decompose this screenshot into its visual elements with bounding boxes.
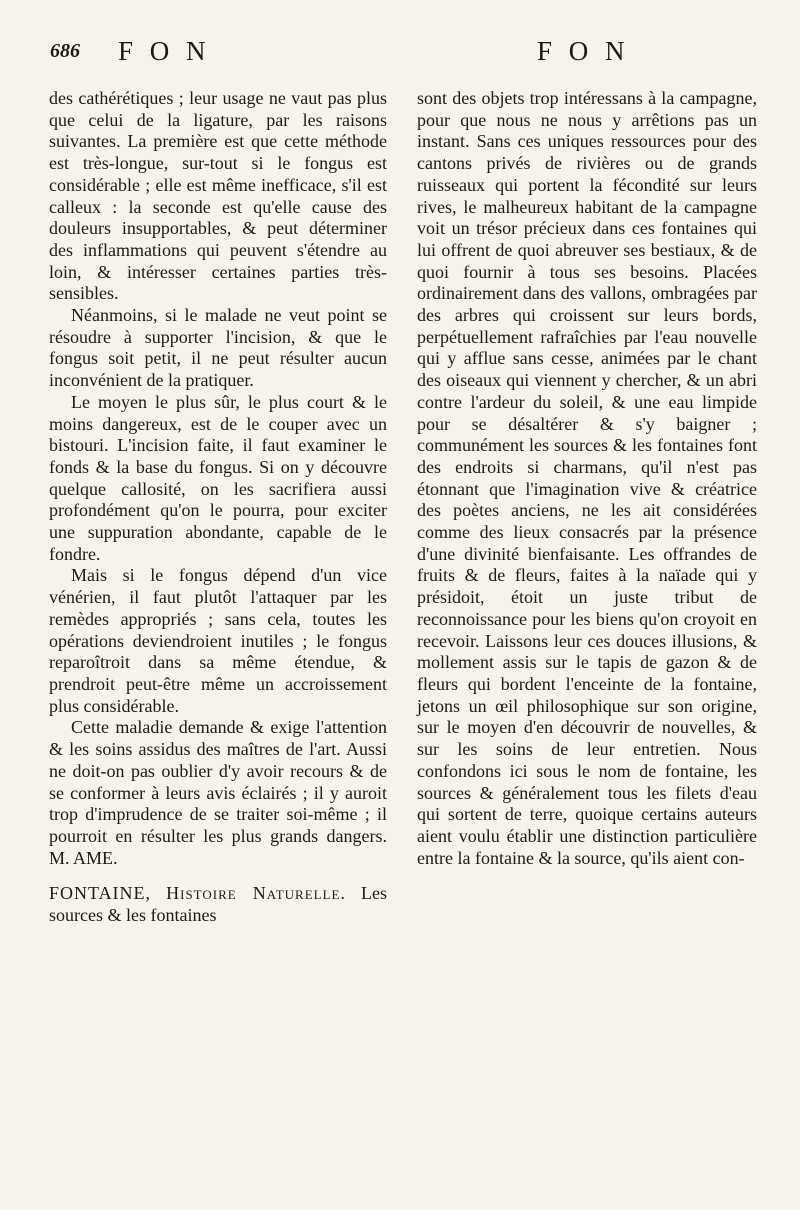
page-header: [0, 36, 800, 80]
paragraph: des cathérétiques ; leur usage ne vaut pas plus que celui de la ligature, par les raisons suivantes. La première est que cette méthode est très-longue, sur-tout si le fongus est considérable ; elle est même inefficace, s'il est calleux : la seconde est qu'elle cause des douleurs insupportables, & peut déterminer des inflammations qui peuvent s'étendre au loin, & intéresser certaines parties très-sensibles.: [49, 88, 387, 304]
right-column: [417, 88, 757, 869]
entry-label: Histoire Naturelle.: [166, 883, 346, 904]
dictionary-entry: [49, 883, 387, 926]
running-head-left: F O N: [118, 36, 211, 66]
entry-text: Les sources & les fontaines: [49, 883, 388, 926]
running-head-right: F O N: [537, 36, 630, 66]
left-column: [49, 88, 387, 927]
paragraph: sont des objets trop intéressans à la campagne, pour que nous ne nous y arrêtions pas un instant. Sans ces uniques ressources pour des cantons privés de rivières ou de grands ruisseaux qui portent la fécondité sur leurs rives, le malheureux habitant de la campagne voit un trésor précieux dans ces fontaines qui lui offrent de quoi abreuver ses bestiaux, & de quoi fournir à tous ses besoins. Placées ordinairement dans des vallons, ombragées par des arbres qui croissent sur leurs bords, perpétuellement rafraîchies par l'eau nouvelle qui y afflue sans cesse, animées par le chant des oiseaux qui viennent y chercher, & un abri contre l'ardeur du soleil, & une eau limpide pour se désaltérer & s'y baigner ; communément les sources & les fontaines font des endroits si charmans, qu'il n'est pas étonnant que l'imagination vive & créatrice des poètes anciens, ne les ait considérées comme des lieux consacrés par la présence d'une divinité bienfaisante. Les offrandes de fruits & de fleurs, faites à la naïade qui y présidoit, étoit un juste tribut de reconnoissance pour les biens qu'on croyoit en recevoir. Laissons leur ces douces illusions, & mollement assis sur le tapis de gazon & de fleurs qui bordent l'enceinte de la fontaine, jetons un œil philosophique sur son origine, sur le moyen d'en découvrir de nouvelles, & sur les soins de leur entretien. Nous confondons ici sous le nom de fontaine, les sources & généralement tous les filets d'eau qui sortent de terre, quoique certains auteurs aient voulu établir une distinction particulière entre la fontaine & la source, qu'ils aient con-: [417, 88, 757, 868]
paragraph: Néanmoins, si le malade ne veut point se résoudre à supporter l'incision, & que le fongus soit petit, il ne peut résulter aucun inconvénient de la pratiquer.: [49, 305, 387, 391]
entry-headword: FONTAINE,: [49, 883, 152, 904]
paragraph: Cette maladie demande & exige l'attention & les soins assidus des maîtres de l'art. Aussi ne doit-on pas oublier d'y avoir recours & de se conformer à leurs avis éclairés ; il y auroit trop d'imprudence de se traiter soi-même ; il pourroit en résulter les plus grands dangers. M. AME.: [49, 717, 387, 868]
paragraph: Mais si le fongus dépend d'un vice vénérien, il faut plutôt l'attaquer par les remèdes appropriés ; sans cela, toutes les opérations deviendroient inutiles ; le fongus reparoîtroit dans sa même étendue, & prendroit peut-être même un accroissement plus considérable.: [49, 565, 387, 716]
page-number: 686: [50, 40, 80, 62]
paragraph: Le moyen le plus sûr, le plus court & le moins dangereux, est de le couper avec un bistouri. L'incision faite, il faut examiner le fonds & la base du fongus. Si on y découvre quelque callosité, on les sacrifiera aussi profondément qu'on le pourra, pour exciter une suppuration abondante, capable de le fondre.: [49, 391, 387, 564]
